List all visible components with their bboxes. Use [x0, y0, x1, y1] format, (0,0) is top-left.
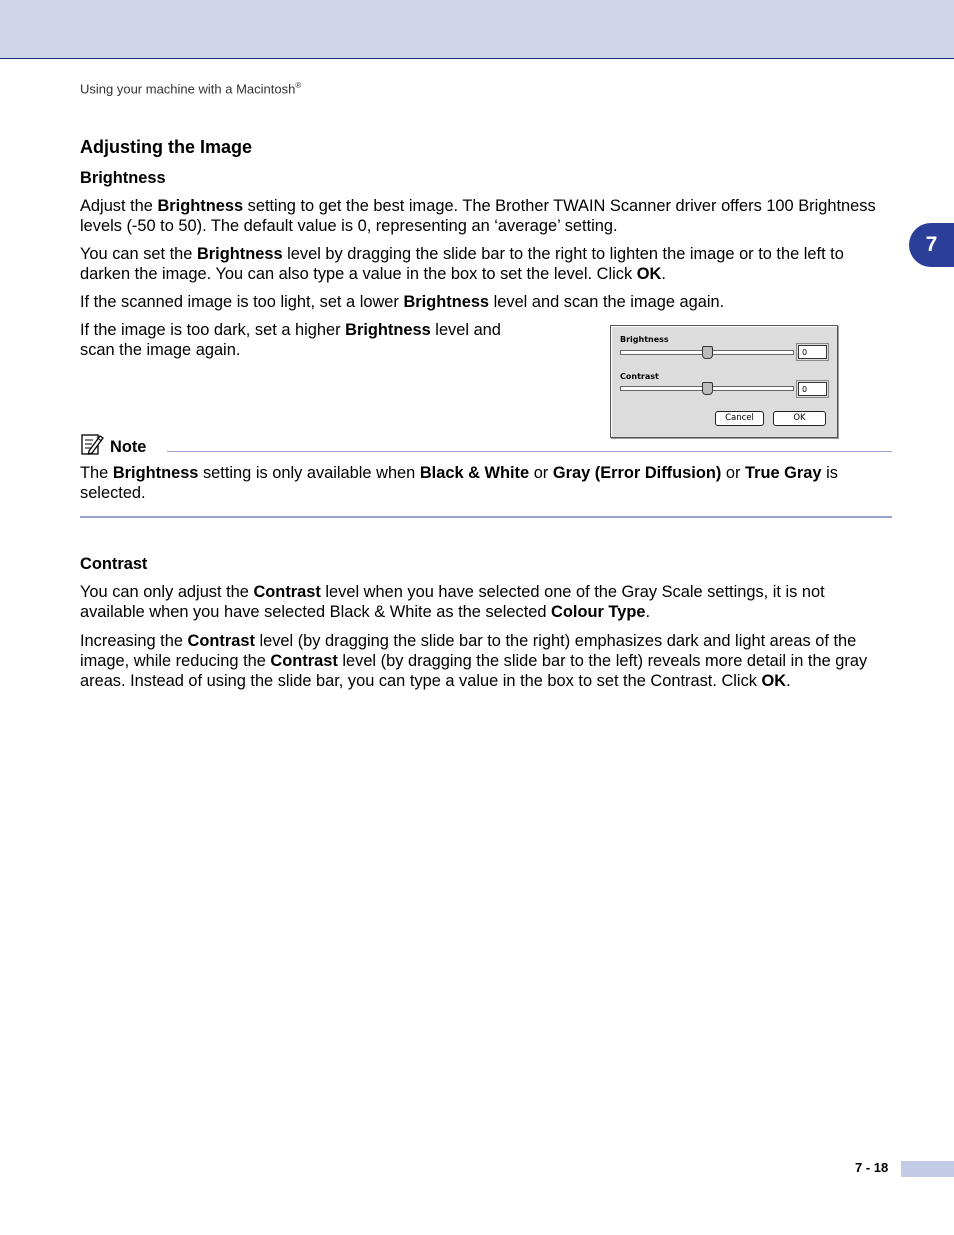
page-number: 7 - 18 [855, 1160, 889, 1175]
brightness-paragraph-4: If the image is too dark, set a higher Brightness level and scan the image again. [80, 321, 501, 359]
note-label: Note [110, 438, 147, 456]
note-pencil-icon [80, 432, 104, 456]
section-title: Adjusting the Image [80, 137, 253, 157]
brightness-heading: Brightness [80, 169, 166, 187]
chapter-tab[interactable]: 7 [909, 223, 954, 267]
contrast-slider[interactable] [620, 386, 794, 391]
ok-button[interactable]: OK [773, 411, 826, 426]
note-bottom-rule [80, 516, 892, 518]
note-top-rule [167, 451, 892, 452]
brightness-contrast-dialog [610, 325, 838, 438]
running-title: Using your machine with a Macintosh® [80, 81, 302, 97]
header-band [0, 0, 954, 59]
note-text: The Brightness setting is only available when Black & White or Gray (Error Diffusion) or True Gray is selected. [80, 464, 838, 502]
contrast-heading: Contrast [80, 555, 148, 573]
contrast-label: Contrast [620, 372, 659, 381]
brightness-paragraph-3: If the scanned image is too light, set a lower Brightness level and scan the image again. [80, 293, 725, 311]
brightness-value-field[interactable]: 0 [798, 345, 827, 359]
brightness-slider[interactable] [620, 350, 794, 355]
contrast-slider-thumb[interactable] [702, 382, 713, 395]
brightness-paragraph-2: You can set the Brightness level by dragging the slide bar to the right to lighten the image or to the left to darken the image. You can also type a value in the box to set the level. Click OK. [80, 245, 844, 283]
brightness-slider-thumb[interactable] [702, 346, 713, 359]
cancel-button[interactable]: Cancel [715, 411, 764, 426]
contrast-paragraph-1: You can only adjust the Contrast level when you have selected one of the Gray Scale settings, it is not available when you have selected Black & White as the selected Colour Type. [80, 583, 825, 621]
contrast-paragraph-2: Increasing the Contrast level (by dragging the slide bar to the right) emphasizes dark and light areas of the image, while reducing the Contrast level (by dragging the slide bar to the left) reveals more detail in the gray areas. Instead of using the slide bar, you can type a value in the box to set the Contrast. Click OK. [80, 632, 868, 690]
contrast-value-field[interactable]: 0 [798, 382, 827, 396]
brightness-paragraph-1: Adjust the Brightness setting to get the best image. The Brother TWAIN Scanner driver offers 100 Brightness levels (-50 to 50). The default value is 0, representing an ‘average’ setting. [80, 197, 876, 235]
brightness-label: Brightness [620, 335, 669, 344]
footer-bar [901, 1161, 954, 1177]
